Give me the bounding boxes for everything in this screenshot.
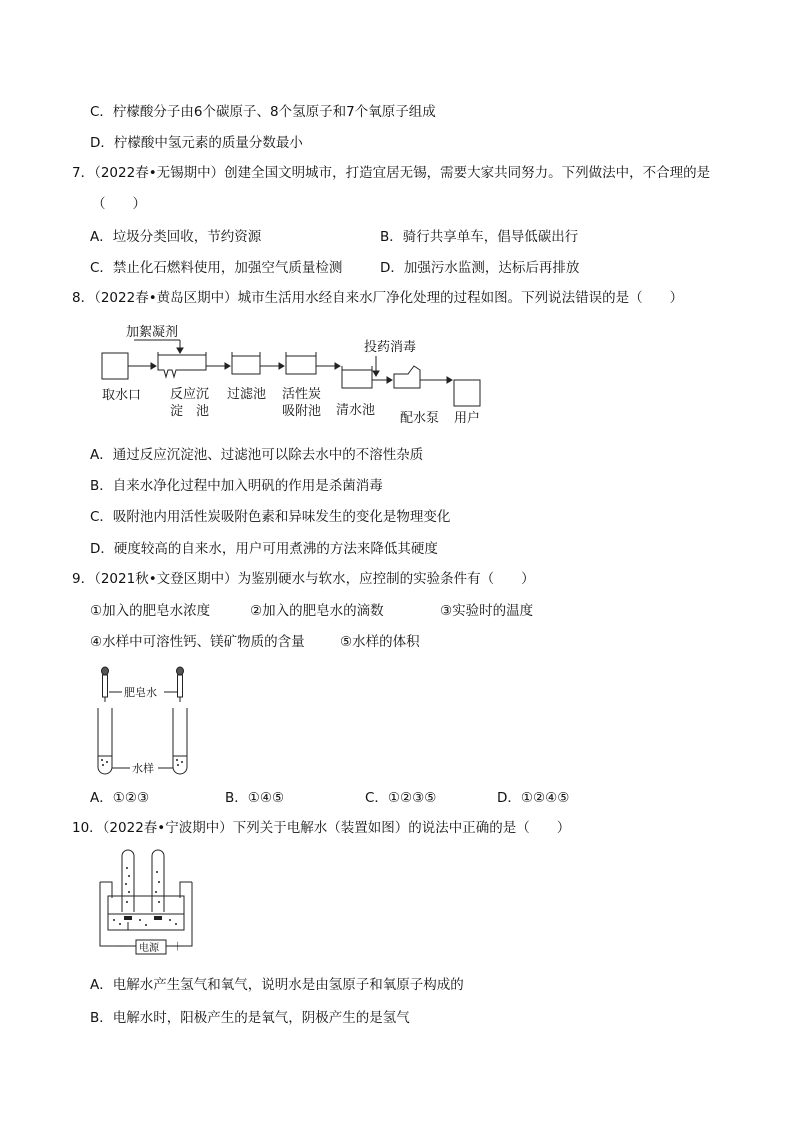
- label-user: 用户: [454, 411, 481, 426]
- left-test-tube: [98, 708, 112, 774]
- hardness-test-diagram: [92, 664, 202, 782]
- q10-option-b: B．电解水时，阳极产生的是氧气，阴极产生的是氢气: [90, 1010, 410, 1026]
- label-plus: ＋: [172, 940, 183, 953]
- q9-option-a: A．①②③: [90, 790, 150, 806]
- q9-condition-1: ①加入的肥皂水浓度: [90, 603, 211, 619]
- pump-shape: [394, 366, 420, 388]
- filter-tank: [232, 352, 260, 374]
- cathode-electrode: [124, 916, 132, 920]
- q8-option-b: B．自来水净化过程中加入明矾的作用是杀菌消毒: [90, 478, 383, 494]
- q10-stem: 10．（2022春•宁波期中）下列关于电解水（装置如图）的说法中正确的是（ ）: [72, 820, 571, 836]
- label-power: 电源: [139, 943, 159, 954]
- label-carbon-1: 活性炭: [282, 387, 322, 402]
- label-disinfect: 投药消毒: [364, 340, 417, 355]
- label-pump: 配水泵: [400, 411, 440, 426]
- q7-option-d: D．加强污水监测，达标后再排放: [380, 260, 580, 276]
- intake-box: [102, 353, 128, 379]
- q9-option-c: C．①②③⑤: [365, 790, 437, 806]
- q9-condition-2: ②加入的肥皂水的滴数: [250, 603, 384, 619]
- right-dropper-bulb: [177, 667, 184, 675]
- label-clear: 清水池: [336, 403, 376, 418]
- q9-condition-5: ⑤水样的体积: [340, 634, 420, 650]
- right-gas-tube: [152, 850, 164, 912]
- left-dropper-tube: [103, 675, 108, 697]
- label-carbon-2: 吸附池: [282, 404, 322, 419]
- q7-answer-paren: （ ）: [92, 196, 146, 212]
- q9-condition-4: ④水样中可溶性钙、镁矿物质的含量: [90, 634, 305, 650]
- left-dropper-bulb: [102, 667, 109, 675]
- q7-option-b: B．骑行共享单车，倡导低碳出行: [380, 229, 579, 245]
- label-water-sample: 水样: [132, 762, 154, 775]
- q7-option-a: A．垃圾分类回收，节约资源: [90, 229, 262, 245]
- label-minus: －: [116, 940, 127, 953]
- right-test-tube: [173, 708, 187, 774]
- q9-stem: 9．（2021秋•文登区期中）为鉴别硬水与软水，应控制的实验条件有（ ）: [72, 571, 535, 587]
- label-coagulant: 加絮凝剂: [126, 325, 179, 340]
- carbon-tank: [286, 352, 316, 374]
- right-dropper-tube: [178, 675, 183, 697]
- label-soap-water: 肥皂水: [124, 686, 157, 699]
- settling-tank: [158, 352, 206, 377]
- left-gas-tube: [122, 850, 134, 912]
- label-settle-1: 反应沉: [170, 387, 210, 402]
- q8-stem: 8．（2022春•黄岛区期中）城市生活用水经自来水厂净化处理的过程如图。下列说法错误的是（ ）: [72, 290, 684, 306]
- user-box: [454, 380, 480, 406]
- q8-option-d: D．硬度较高的自来水，用户可用煮沸的方法来降低其硬度: [90, 541, 438, 557]
- label-intake: 取水口: [102, 388, 142, 403]
- q10-option-a: A．电解水产生氢气和氧气，说明水是由氢原子和氧原子构成的: [90, 977, 464, 993]
- q8-option-a: A．通过反应沉淀池、过滤池可以除去水中的不溶性杂质: [90, 447, 424, 463]
- electrolysis-diagram: [94, 846, 198, 962]
- label-settle-2: 淀 池: [170, 404, 210, 419]
- q7-stem: 7．（2022春•无锡期中）创建全国文明城市，打造宜居无锡，需要大家共同努力。下列做法中，不合理的是: [72, 165, 711, 181]
- anode-electrode: [154, 916, 162, 920]
- clear-water-tank: [342, 366, 372, 388]
- q9-option-b: B．①④⑤: [225, 790, 285, 806]
- q7-option-c: C．禁止化石燃料使用，加强空气质量检测: [90, 260, 343, 276]
- label-filter: 过滤池: [227, 387, 267, 402]
- q9-condition-3: ③实验时的温度: [440, 603, 534, 619]
- q6-option-c: C．柠檬酸分子由6个碳原子、8个氢原子和7个氧原子组成: [90, 104, 436, 120]
- q9-option-d: D．①②④⑤: [497, 790, 570, 806]
- water-treatment-diagram: [96, 322, 496, 432]
- q8-option-c: C．吸附池内用活性炭吸附色素和异味发生的变化是物理变化: [90, 509, 451, 525]
- q6-option-d: D．柠檬酸中氢元素的质量分数最小: [90, 135, 303, 151]
